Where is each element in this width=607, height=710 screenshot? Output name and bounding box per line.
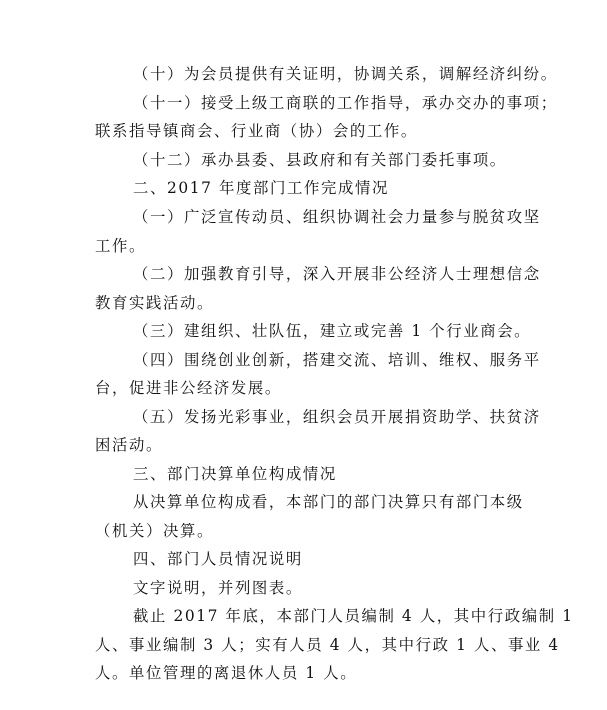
work-1-line-1: （一）广泛宣传动员、组织协调社会力量参与脱贫攻坚 [133,208,541,226]
item-11-line-2: 联系指导镇商会、行业商（协）会的工作。 [95,122,418,140]
work-5-line-1: （五）发扬光彩事业，组织会员开展捐资助学、扶贫济 [133,408,541,426]
work-2-line-2: 教育实践活动。 [95,294,214,312]
section-3-text-line-2: （机关）决算。 [95,522,214,540]
section-3-heading: 三、部门决算单位构成情况 [133,465,337,483]
staffing-line-1: 截止 2017 年底，本部门人员编制 4 人，其中行政编制 1 [133,607,574,625]
section-4-heading: 四、部门人员情况说明 [133,550,303,568]
work-2-line-1: （二）加强教育引导，深入开展非公经济人士理想信念 [133,265,541,283]
staffing-line-3: 人。单位管理的离退休人员 1 人。 [95,664,358,682]
work-4-line-1: （四）围绕创业创新，搭建交流、培训、维权、服务平 [133,351,541,369]
item-10-line-1: （十）为会员提供有关证明，协调关系，调解经济纠纷。 [133,65,558,83]
staffing-line-2: 人、事业编制 3 人；实有人员 4 人，其中行政 1 人、事业 4 [95,636,560,654]
section-4-note: 文字说明，并列图表。 [133,579,303,597]
work-4-line-2: 台，促进非公经济发展。 [95,379,282,397]
item-12-line-1: （十二）承办县委、县政府和有关部门委托事项。 [133,151,507,169]
work-3-line-1: （三）建组织、壮队伍，建立或完善 1 个行业商会。 [133,322,532,340]
item-11-line-1: （十一）接受上级工商联的工作指导，承办交办的事项； [133,94,558,112]
work-1-line-2: 工作。 [95,237,146,255]
work-5-line-2: 困活动。 [95,436,163,454]
section-3-text-line-1: 从决算单位构成看，本部门的部门决算只有部门本级 [133,493,524,511]
section-2-heading: 二、2017 年度部门工作完成情况 [133,179,389,197]
